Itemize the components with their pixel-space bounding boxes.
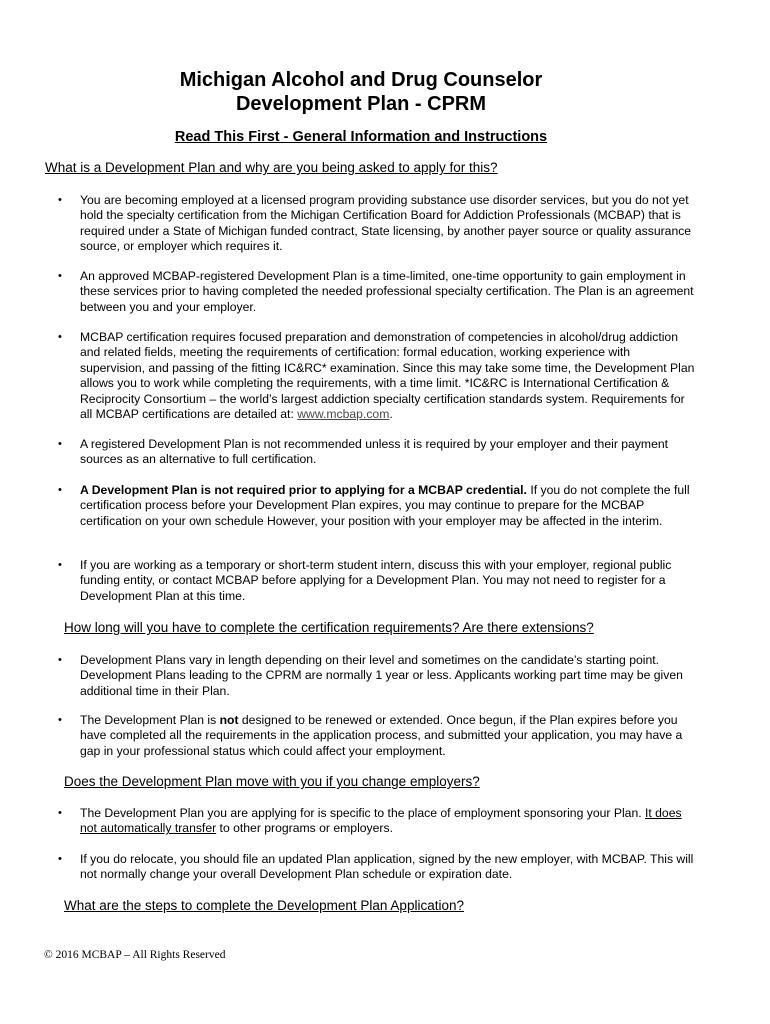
list-item-text [80,483,698,529]
list-item-text-part: designed to be renewed or extended. Once begun, if the Plan expires before you have completed all the requirements in the application process, and submitted your application, you may have a gap in your professional status which could affect your employment. [80,713,683,758]
bullet-icon: • [58,270,62,282]
list-item-text-part: MCBAP certification requires focused preparation and demonstration of competencies in alcohol/drug addiction and related fields, meeting the requirements of certification: formal education, working experience with supervision, and passing of the fitting IC&RC* examination. Since this may take some time, the Development Plan allows you to work while completing the requirements, with a time limit. *IC&RC is International Certification & Reciprocity Consortium – the world’s largest addiction specialty certification standards system. Requirements for all MCBAP certifications are detailed at: [80,330,695,422]
bullet-icon: • [58,194,62,206]
list-item [58,483,698,529]
list-item [58,713,698,759]
bullet-icon: • [58,559,62,571]
list-item-text-part: The Development Plan you are applying for is specific to the place of employment sponsoring your Plan. [80,806,645,820]
section-question: What is a Development Plan and why are you being asked to apply for this? [45,160,498,175]
list-item-text-part: . [389,407,393,422]
list-item [58,269,698,315]
bullet-icon: • [58,853,62,865]
list-item-text: You are becoming employed at a licensed program providing substance use disorder services, but you do not yet hold the specialty certification from the Michigan Certification Board for Addiction Professionals (MCBAP) that is required under a State of Michigan funded contract, State licensing, by another payer source or quality assurance source, or employer which requires it. [80,193,692,254]
list-item-text: An approved MCBAP-registered Development Plan is a time-limited, one-time opportunity to gain employment in these services prior to having completed the needed professional specialty certification. The Plan is an agreement between you and your employer. [80,269,694,314]
list-item-text: If you do relocate, you should file an updated Plan application, signed by the new employer, with MCBAP. This will not normally change your overall Development Plan schedule or expiration date. [80,852,694,882]
bullet-icon: • [58,807,62,819]
document-title-line2: Development Plan - CPRM [235,93,487,115]
list-item-underlined-text: It does not automatically transfer [80,806,682,836]
copyright-footer: © 2016 MCBAP – All Rights Reserved [44,949,226,961]
bullet-icon: • [58,714,62,726]
list-item [58,806,698,837]
list-item [58,558,698,604]
bullet-icon: • [58,331,62,343]
list-item [58,437,698,468]
document-title: Michigan Alcohol and Drug Counselor [179,69,543,91]
list-item-text: Development Plans vary in length depending on their level and sometimes on the candidate’s starting point. Development Plans leading to the CPRM are normally 1 year or less. Applicants working part time may be given additional time in their Plan. [80,653,683,698]
mcbap-website-link[interactable]: www.mcbap.com [297,407,390,422]
list-item-text [80,713,698,759]
list-item-text: A registered Development Plan is not recommended unless it is required by your employer and their payment sources as an alternative to full certification. [80,437,669,467]
list-item-text [80,330,698,422]
list-item-text: If you are working as a temporary or short-term student intern, discuss this with your employer, regional public funding entity, or contact MCBAP before applying for a Development Plan. You may not need to register for a Development Plan at this time. [80,558,672,603]
section-question: What are the steps to complete the Development Plan Application? [64,898,464,913]
list-item [58,852,698,883]
section-question: Does the Development Plan move with you if you change employers? [64,774,480,789]
section-question: How long will you have to complete the certification requirements? Are there extensions? [64,620,594,635]
document-subtitle: Read This First - General Information and Instructions [174,129,548,145]
list-item [58,330,698,422]
bullet-icon: • [58,484,62,496]
list-item-text [80,806,698,837]
list-item-bold-text: A Development Plan is not required prior to applying for a MCBAP credential. [80,483,527,497]
list-item-text-part: If you do not complete the full certification process before your Development Plan expires, you may continue to prepare for the MCBAP certification on your own schedule However, your position with your employer may be affected in the interim. [80,483,690,528]
list-item-text-part: to other programs or employers. [216,821,393,836]
list-item [58,193,698,255]
list-item-bold-text: not [219,713,239,727]
bullet-icon: • [58,438,62,450]
list-item-text-part: The Development Plan is [80,713,220,727]
list-item [58,653,698,699]
bullet-icon: • [58,654,62,666]
